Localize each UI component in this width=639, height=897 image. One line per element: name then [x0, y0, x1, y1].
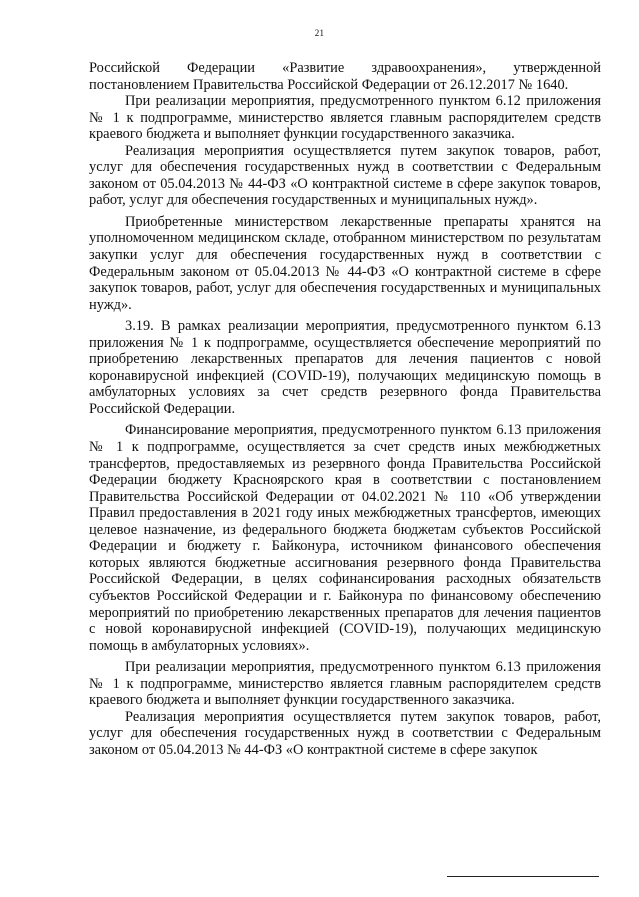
paragraph-6-12-procurement: Реализация мероприятия осуществляется путем закупок товаров, работ, услуг для обеспечения государственных нужд в соответствии с Федеральным законом от 05.04.2013 № 44-ФЗ «О контрактной системе в сфере закупок товаров, работ, услуг для обеспечения государственных и муниципальных нужд». — [89, 142, 601, 209]
paragraph-6-13-procurement: Реализация мероприятия осуществляется путем закупок товаров, работ, услуг для обеспечения государственных нужд в соответствии с Федеральным законом от 05.04.2013 № 44-ФЗ «О контрактной системе в сфере закупок — [89, 708, 601, 758]
footnote-divider — [447, 876, 599, 877]
document-body — [89, 60, 601, 758]
paragraph-continuation: Российской Федерации «Развитие здравоохранения», утвержденной постановлением Правительства Российской Федерации от 26.12.2017 № 1640. — [89, 60, 601, 93]
paragraph-6-12-administrator: При реализации мероприятия, предусмотренного пунктом 6.12 приложения № 1 к подпрограмме, министерство является главным распорядителем средств краевого бюджета и выполняет функции государственного заказчика. — [89, 93, 601, 143]
paragraph-6-13-financing: Финансирование мероприятия, предусмотренного пунктом 6.13 приложения № 1 к подпрограмме, осуществляется за счет средств иных межбюджетных трансфертов, предоставляемых из резервного фонда Правительства Российской Федерации бюджету Красноярского края в соответствии с постановлением Правительства Российской Федерации от 04.02.2021 № 110 «Об утверждении Правил предоставления в 2021 году иных межбюджетных трансфертов, имеющих целевое назначение, из федерального бюджета бюджетам субъектов Российской Федерации и бюджету г. Байконура, источником финансового обеспечения которых являются бюджетные ассигнования резервного фонда Правительства Российской Федерации, в целях софинансирования расходных обязательств субъектов Российской Федерации и г. Байконура по финансовому обеспечению мероприятий по приобретению лекарственных препаратов для лечения пациентов с новой коронавирусной инфекцией (COVID-19), получающих медицинскую помощь в амбулаторных условиях». — [89, 422, 601, 654]
paragraph-3-19: 3.19. В рамках реализации мероприятия, предусмотренного пунктом 6.13 приложения № 1 к подпрограмме, осуществляется обеспечение мероприятий по приобретению лекарственных препаратов для лечения пациентов с новой коронавирусной инфекцией (COVID-19), получающих медицинскую помощь в амбулаторных условиях за счет средств резервного фонда Правительства Российской Федерации. — [89, 318, 601, 417]
paragraph-6-12-storage: Приобретенные министерством лекарственные препараты хранятся на уполномоченном медицинском складе, отобранном министерством по результатам закупки услуг для обеспечения государственных нужд в соответствии с Федеральным законом от 05.04.2013 № 44-ФЗ «О контрактной системе в сфере закупок товаров, работ, услуг для обеспечения государственных и муниципальных нужд». — [89, 213, 601, 313]
paragraph-6-13-administrator: При реализации мероприятия, предусмотренного пунктом 6.13 приложения № 1 к подпрограмме, министерство является главным распорядителем средств краевого бюджета и выполняет функции государственного заказчика. — [89, 659, 601, 709]
page-number: 21 — [314, 28, 325, 38]
